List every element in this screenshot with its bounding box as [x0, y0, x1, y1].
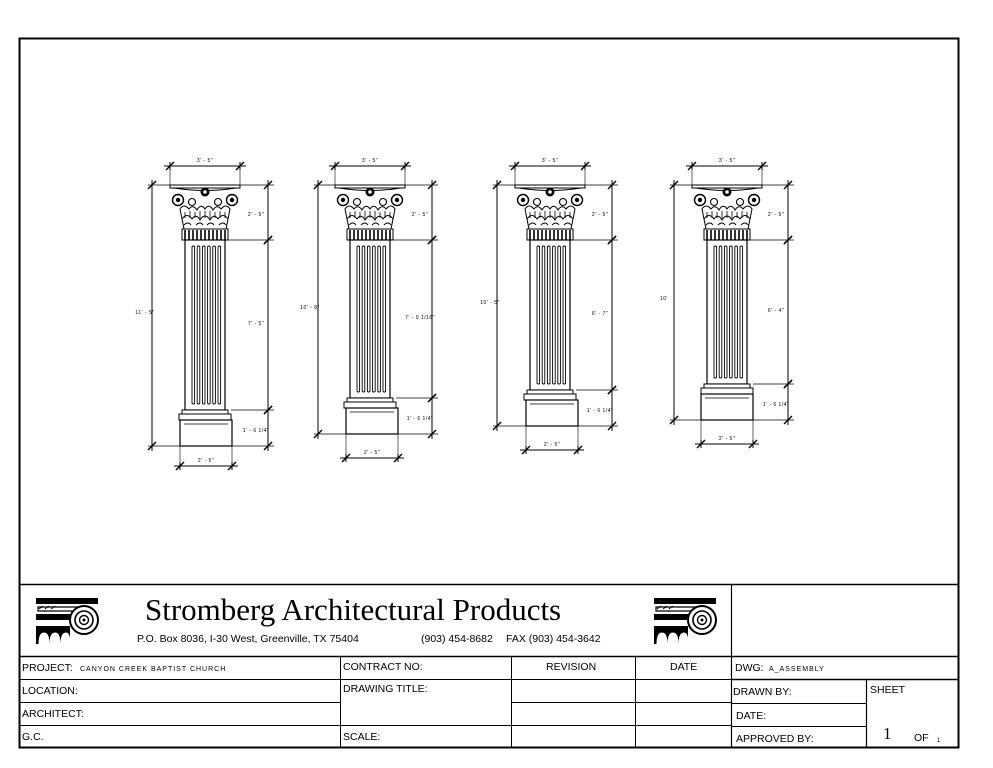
- shaft-height-dim: 7' - 0 1/16": [405, 315, 435, 321]
- corinthian-capital-icon: [515, 185, 585, 240]
- base-molding: [182, 410, 228, 414]
- company-logo-left-icon: [36, 598, 98, 644]
- shaft-flute: [719, 246, 722, 378]
- shaft-flute: [367, 246, 370, 392]
- shaft-flute: [383, 246, 386, 392]
- shaft-flute: [213, 246, 216, 404]
- revision-header: REVISION: [546, 661, 597, 673]
- base-height-dim: 1' - 6 1/4": [242, 428, 270, 434]
- shaft-height-dim: 6' - 4": [767, 308, 785, 314]
- sheet-total: 1: [937, 738, 941, 744]
- shaft-flute: [735, 246, 738, 378]
- capital-height-dim: 2' - 5": [591, 212, 609, 218]
- shaft-flute: [202, 246, 205, 404]
- company-name: Stromberg Architectural Products: [145, 592, 562, 627]
- company-address: P.O. Box 8036, I-30 West, Greenville, TX 75404: [137, 633, 359, 645]
- date-header: DATE: [670, 661, 698, 673]
- shaft-flute: [553, 246, 556, 384]
- base-torus: [524, 394, 576, 400]
- base-height-dim: 1' - 6 1/4": [406, 416, 434, 422]
- shaft-flute: [542, 246, 545, 384]
- base-width-dim: 2' - 5": [197, 458, 215, 464]
- of-label: OF: [914, 732, 929, 744]
- capital-height-dim: 2' - 5": [767, 212, 785, 218]
- shaft-flute: [192, 246, 195, 404]
- shaft-height-dim: 6' - 7": [591, 311, 609, 317]
- sheet-label: SHEET: [870, 684, 906, 696]
- shaft-flute: [547, 246, 550, 384]
- base-width-dim: 2' - 5": [543, 442, 561, 448]
- date-label: DATE:: [736, 710, 767, 722]
- base-width-dim: 2' - 5": [363, 450, 381, 456]
- base-width-dim: 2' - 5": [718, 436, 736, 442]
- shaft-flute: [740, 246, 743, 378]
- company-logo-right-icon: [654, 598, 716, 644]
- shaft-flute: [208, 246, 211, 404]
- shaft-flute: [357, 246, 360, 392]
- shaft-flute: [378, 246, 381, 392]
- shaft-flute: [558, 246, 561, 384]
- capital-width-dim: 3' - 5": [361, 158, 379, 164]
- column-elevation-1: [135, 158, 274, 470]
- shaft-height-dim: 7' - 5": [247, 321, 265, 327]
- column-elevation-3: [480, 158, 618, 454]
- shaft-flute: [362, 246, 365, 392]
- gc-label: G.C.: [22, 731, 44, 743]
- company-fax: FAX (903) 454-3642: [506, 633, 601, 645]
- column-elevations: [135, 158, 794, 470]
- base-height-dim: 1' - 6 1/4": [586, 408, 614, 414]
- column-elevation-2: [300, 158, 438, 462]
- shaft-flute: [218, 246, 221, 404]
- shaft-flute: [730, 246, 733, 378]
- shaft-flute: [563, 246, 566, 384]
- dwg-value: A_ASSEMBLY: [769, 666, 825, 673]
- overall-height-dim: 10': [659, 296, 669, 302]
- sheet-number: 1: [883, 724, 892, 743]
- shaft-flute: [714, 246, 717, 378]
- base-torus: [701, 388, 753, 394]
- base-molding: [704, 384, 750, 388]
- drawn-by-label: DRAWN BY:: [733, 686, 792, 698]
- scale-label: SCALE:: [343, 731, 381, 743]
- shaft-flute: [724, 246, 727, 378]
- capital-height-dim: 2' - 5": [247, 212, 265, 218]
- capital-width-dim: 3' - 5": [541, 158, 559, 164]
- corinthian-capital-icon: [692, 185, 762, 240]
- architect-label: ARCHITECT:: [22, 708, 84, 720]
- column-elevation-4: [660, 158, 794, 448]
- drawing-title-label: DRAWING TITLE:: [343, 683, 428, 695]
- corinthian-capital-icon: [170, 185, 240, 240]
- project-value: CANYON CREEK BAPTIST CHURCH: [80, 666, 227, 673]
- contract-label: CONTRACT NO:: [343, 661, 423, 673]
- shaft-flute: [537, 246, 540, 384]
- approved-by-label: APPROVED BY:: [736, 733, 814, 745]
- base-molding: [347, 398, 393, 402]
- capital-height-dim: 2' - 5": [411, 212, 429, 218]
- overall-height-dim: 10' - 5": [480, 300, 500, 306]
- company-phone: (903) 454-8682: [421, 633, 493, 645]
- capital-width-dim: 3' - 5": [196, 158, 214, 164]
- shaft-flute: [197, 246, 200, 404]
- project-label: PROJECT:: [22, 662, 73, 674]
- capital-width-dim: 3' - 5": [718, 158, 736, 164]
- base-torus: [344, 402, 396, 408]
- base-molding: [527, 390, 573, 394]
- dwg-label: DWG:: [735, 662, 764, 674]
- location-label: LOCATION:: [22, 685, 78, 697]
- overall-height-dim: 10' - 8": [300, 305, 320, 311]
- overall-height-dim: 11' - 5": [135, 310, 155, 316]
- base-torus: [179, 414, 231, 420]
- shaft-flute: [373, 246, 376, 392]
- base-height-dim: 1' - 6 1/4": [762, 402, 790, 408]
- corinthian-capital-icon: [335, 185, 405, 240]
